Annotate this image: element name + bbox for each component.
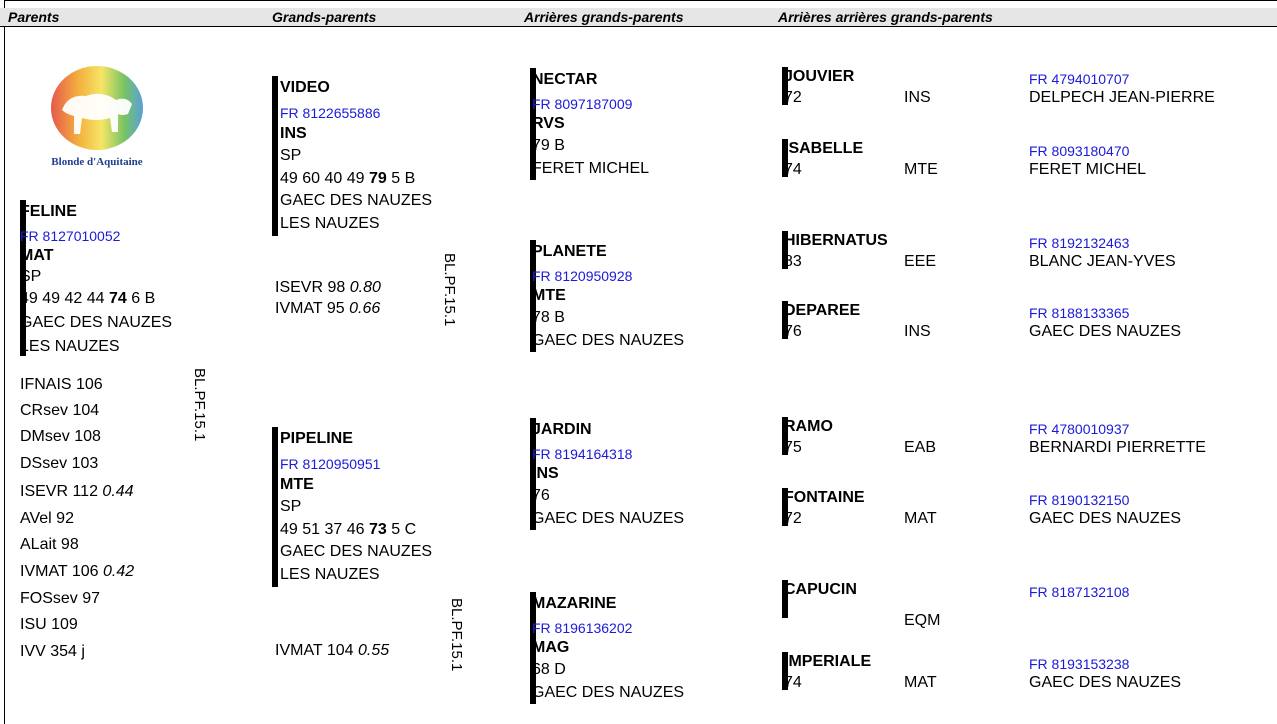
sire-status: SP <box>280 147 302 164</box>
animal-index-item: IFNAIS 106 <box>20 376 103 393</box>
animal-status: SP <box>20 268 42 285</box>
gggp-id[interactable]: FR 8190132150 <box>1029 492 1130 508</box>
gggp-score: 74 <box>784 161 802 178</box>
gggp-breeder: FERET MICHEL <box>1029 161 1147 178</box>
ggp-breeder: GAEC DES NAUZES <box>532 510 685 527</box>
ggp-breeder: FERET MICHEL <box>532 160 650 177</box>
ggp-id[interactable]: FR 8120950928 <box>532 268 633 284</box>
gggp-name: HIBERNATUS <box>784 232 888 249</box>
gggp-code: EAB <box>904 439 937 456</box>
gggp-score: 72 <box>784 89 802 106</box>
sire-card-bar <box>272 76 278 236</box>
dam-breeder: GAEC DES NAUZES <box>280 543 433 560</box>
gggp-score: 75 <box>784 439 802 456</box>
gggp-code: MAT <box>904 510 937 527</box>
ggp-info: 78 B <box>532 309 565 326</box>
blonde-aquitaine-logo <box>28 66 166 176</box>
gggp-code: MAT <box>904 674 937 691</box>
ggp-id[interactable]: FR 8194164318 <box>532 446 633 462</box>
gggp-breeder: GAEC DES NAUZES <box>1029 510 1182 527</box>
dam-name: PIPELINE <box>280 430 353 447</box>
animal-index-item: IVV 354 j <box>20 643 85 660</box>
gggp-name: IMPERIALE <box>784 653 872 670</box>
dam-status: SP <box>280 498 302 515</box>
gggp-name: FONTAINE <box>784 489 865 506</box>
gggp-breeder: GAEC DES NAUZES <box>1029 323 1182 340</box>
gggp-code: INS <box>904 89 931 106</box>
sire-id[interactable]: FR 8122655886 <box>280 105 381 121</box>
gggp-name: RAMO <box>784 418 833 435</box>
gggp-score: 83 <box>784 253 802 270</box>
header-parents: Parents <box>8 9 60 25</box>
animal-id[interactable]: FR 8127010052 <box>20 228 121 244</box>
ggp-id[interactable]: FR 8097187009 <box>532 96 633 112</box>
gggp-breeder: BERNARDI PIERRETTE <box>1029 439 1206 456</box>
header-grandparents: Grands-parents <box>272 9 377 25</box>
animal-index-item: DSsev 103 <box>20 455 99 472</box>
animal-scores: 49 49 42 44 74 6 B <box>20 290 156 307</box>
ggp-name: MAZARINE <box>532 595 617 612</box>
frame-top-border <box>4 0 1277 1</box>
gggp-name: JOUVIER <box>784 68 855 85</box>
frame-left-border <box>4 0 5 724</box>
header-divider <box>0 26 1277 27</box>
sire-name: VIDEO <box>280 79 330 96</box>
gggp-id[interactable]: FR 8192132463 <box>1029 235 1130 251</box>
gggp-code: EEE <box>904 253 937 270</box>
animal-breeder: GAEC DES NAUZES <box>20 314 173 331</box>
animal-index-item: FOSsev 97 <box>20 590 101 607</box>
ggp-name: PLANETE <box>532 243 607 260</box>
gggp-id[interactable]: FR 4780010937 <box>1029 421 1130 437</box>
ggp-info: 79 B <box>532 137 565 154</box>
dam-code: MTE <box>280 476 314 493</box>
sire-scores: 49 60 40 49 79 5 B <box>280 170 416 187</box>
gggp-breeder: DELPECH JEAN-PIERRE <box>1029 89 1215 106</box>
gggp-name: CAPUCIN <box>784 581 857 598</box>
gggp-id[interactable]: FR 8193153238 <box>1029 656 1130 672</box>
logo-text: Blonde d'Aquitaine <box>51 156 143 168</box>
gggp-id[interactable]: FR 8187132108 <box>1029 584 1130 600</box>
ggp-code: INS <box>532 465 559 482</box>
ggp-name: JARDIN <box>532 421 592 438</box>
header-great-great-grandparents: Arrières arrières grands-parents <box>778 9 993 25</box>
animal-index-item: IVMAT 106 0.42 <box>20 563 135 580</box>
ggp-code: RVS <box>532 115 565 132</box>
ggp-breeder: GAEC DES NAUZES <box>532 332 685 349</box>
sire-index-1: ISEVR 98 0.80 <box>275 279 381 296</box>
ggp-info: 68 D <box>532 661 566 678</box>
dam-scores: 49 51 37 46 73 5 C <box>280 521 417 538</box>
sire-place: LES NAUZES <box>280 215 380 232</box>
sire-index-2: IVMAT 95 0.66 <box>275 300 381 317</box>
ggp-code: MAG <box>532 639 570 656</box>
gggp-code: MTE <box>904 161 938 178</box>
gggp-id[interactable]: FR 4794010707 <box>1029 71 1130 87</box>
animal-label: BL.PF.15.1 <box>191 368 208 442</box>
ggp-id[interactable]: FR 8196136202 <box>532 620 633 636</box>
gggp-id[interactable]: FR 8188133365 <box>1029 305 1130 321</box>
gggp-name: DEPAREE <box>784 302 861 319</box>
ggp-code: MTE <box>532 287 566 304</box>
animal-code: MAT <box>20 247 54 264</box>
gggp-code: EQM <box>904 612 941 629</box>
header-great-grandparents: Arrières grands-parents <box>524 9 684 25</box>
gggp-breeder: GAEC DES NAUZES <box>1029 674 1182 691</box>
gggp-breeder: BLANC JEAN-YVES <box>1029 253 1176 270</box>
dam-id[interactable]: FR 8120950951 <box>280 456 381 472</box>
animal-index-item: ALait 98 <box>20 536 79 553</box>
sire-breeder: GAEC DES NAUZES <box>280 192 433 209</box>
animal-name: FELINE <box>20 203 77 220</box>
gggp-name: ISABELLE <box>784 140 864 157</box>
animal-index-item: AVel 92 <box>20 510 74 527</box>
gggp-score: 72 <box>784 510 802 527</box>
animal-index-item: CRsev 104 <box>20 402 100 419</box>
animal-index-item: ISEVR 112 0.44 <box>20 483 134 500</box>
ggp-breeder: GAEC DES NAUZES <box>532 684 685 701</box>
gggp-score: 74 <box>784 674 802 691</box>
gggp-id[interactable]: FR 8093180470 <box>1029 143 1130 159</box>
gggp-score: 76 <box>784 323 802 340</box>
dam-label: BL.PF.15.1 <box>448 598 465 672</box>
animal-index-item: DMsev 108 <box>20 428 101 445</box>
ggp-info: 76 <box>532 487 550 504</box>
ggp-name: NECTAR <box>532 71 598 88</box>
gggp-code: INS <box>904 323 931 340</box>
dam-place: LES NAUZES <box>280 566 380 583</box>
dam-index-1: IVMAT 104 0.55 <box>275 642 390 659</box>
animal-index-item: ISU 109 <box>20 616 78 633</box>
dam-card-bar <box>272 427 278 587</box>
sire-label: BL.PF.15.1 <box>441 253 458 327</box>
animal-place: LES NAUZES <box>20 338 120 355</box>
sire-code: INS <box>280 125 307 142</box>
